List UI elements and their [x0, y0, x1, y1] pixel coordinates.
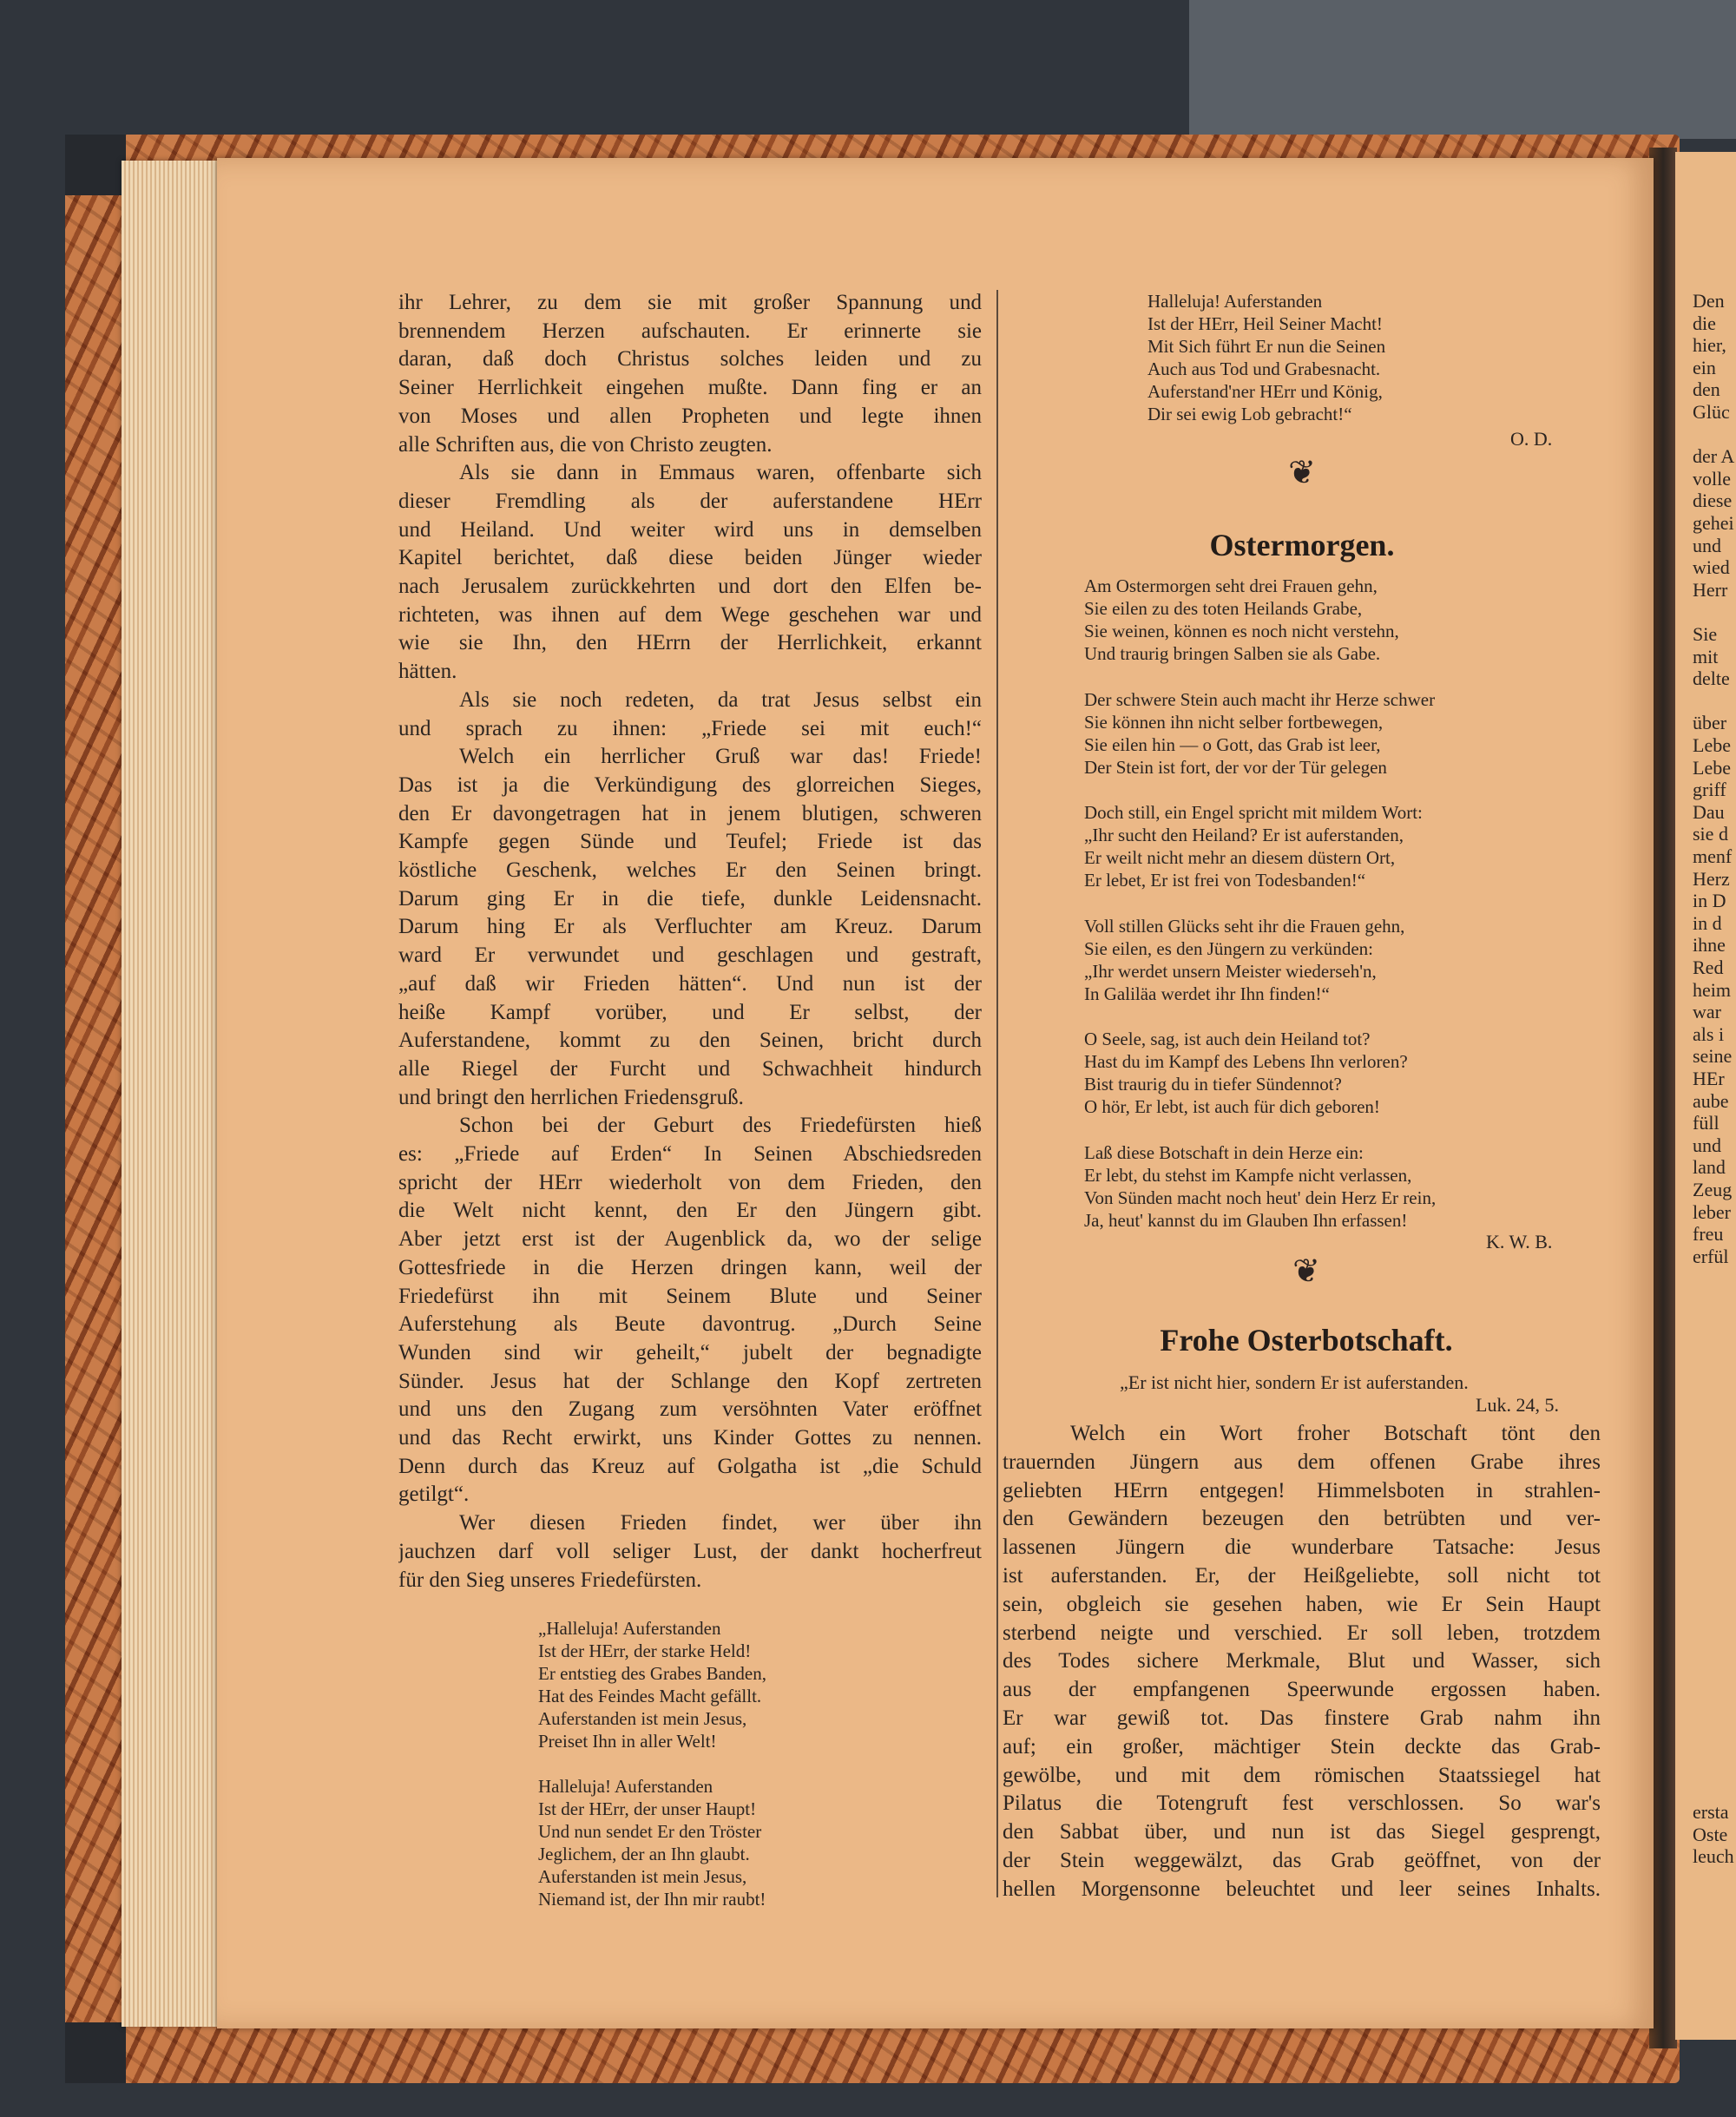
poem-line: Und nun sendet Er den Tröster: [538, 1821, 762, 1842]
fragment-line: und: [1693, 534, 1721, 556]
fragment-line: war: [1693, 1001, 1721, 1023]
text-line: ward Er verwundet und geschlagen und gestraft,: [398, 943, 982, 968]
text-line: ihr Lehrer, zu dem sie mit großer Spannung und: [398, 291, 982, 314]
fragment-line: leuch: [1693, 1845, 1734, 1868]
text-line: und das Recht erwirkt, uns Kinder Gottes zu nennen.: [398, 1426, 982, 1450]
text-line: spricht der HErr wiederholt von dem Frieden, den: [398, 1170, 982, 1194]
poem-line: Sie können ihn nicht selber fortbewegen,: [1084, 711, 1384, 733]
fragment-line: ein: [1693, 356, 1716, 378]
poem-line: Laß diese Botschaft in dein Herze ein:: [1084, 1141, 1364, 1163]
fragment-line: mit: [1693, 645, 1719, 667]
text-line: Wunden sind wir geheilt,“ jubelt der begnadigte: [398, 1340, 982, 1364]
text-line: jauchzen darf voll seliger Lust, der dankt hocherfreut: [398, 1539, 982, 1563]
fragment-line: die: [1693, 312, 1716, 334]
text-line: Gottesfriede in die Herzen dringen kann, weil der: [398, 1255, 982, 1279]
text-line: richteten, was ihnen auf dem Wege geschehen war und: [398, 602, 982, 627]
poem-line: Voll stillen Glücks seht ihr die Frauen gehn,: [1084, 915, 1405, 937]
fragment-line: Dau: [1693, 800, 1725, 823]
poem-line: Hast du im Kampf des Lebens Ihn verloren?: [1084, 1051, 1408, 1073]
text-line: geliebten HErrn entgegen! Himmelsboten in strahlen-: [1003, 1478, 1601, 1502]
background-panel: [1189, 0, 1736, 139]
poem-line: Ist der HErr, der unser Haupt!: [538, 1798, 757, 1819]
text-line: und uns den Zugang zum versöhnten Vater eröffnet: [398, 1397, 982, 1422]
text-line: alle Riegel der Furcht und Schwachheit hindurch: [398, 1056, 982, 1081]
text-line: hellen Morgensonne beleuchtet und leer seines Inhalts.: [1003, 1877, 1601, 1901]
fragment-line: über: [1693, 712, 1727, 734]
text-line: von Moses und allen Propheten und legte ihnen: [398, 404, 982, 428]
poem-line: Und traurig bringen Salben sie als Gabe.: [1084, 643, 1381, 665]
ornament-icon: ❦: [1292, 1253, 1320, 1290]
fragment-line: füll: [1693, 1112, 1720, 1134]
text-line: Er war gewiß tot. Das finstere Grab nahm ihn: [1003, 1706, 1601, 1730]
text-line: Auferstandene, kommt zu den Seinen, bricht durch: [398, 1029, 982, 1053]
poem-line: Ist der HErr, Heil Seiner Macht!: [1147, 313, 1383, 334]
text-line: Pilatus die Totengruft fest verschlossen. So war's: [1003, 1792, 1601, 1816]
text-line: trauernden Jüngern aus dem offenen Grabe ihres: [1003, 1450, 1601, 1474]
poem-line: „Halleluja! Auferstanden: [538, 1618, 721, 1639]
text-line: gewölbe, und mit dem römischen Staatssiegel hat: [1003, 1763, 1601, 1787]
fragment-line: menf: [1693, 845, 1733, 867]
fragment-line: Oste: [1693, 1823, 1728, 1845]
poem-line: Er lebet, Er ist frei von Todesbanden!“: [1084, 870, 1366, 891]
fragment-line: diese: [1693, 490, 1733, 512]
text-line: aus der empfangenen Speerwunde ergossen haben.: [1003, 1678, 1601, 1702]
fragment-line: ersta: [1693, 1801, 1729, 1823]
poem-line: Doch still, ein Engel spricht mit mildem Wort:: [1084, 802, 1423, 823]
text-line: alle Schriften aus, die von Christo zeugten.: [398, 432, 773, 457]
text-line: Kapitel berichtet, daß diese beiden Jünger wieder: [398, 546, 982, 570]
text-line: und bringt den herrlichen Friedensgruß.: [398, 1085, 744, 1109]
text-line: getilgt“.: [398, 1483, 470, 1507]
poem-signature: O. D.: [1510, 428, 1553, 450]
poem-line: Jeglichem, der an Ihn glaubt.: [538, 1844, 750, 1864]
poem-line: Ist der HErr, der starke Held!: [538, 1640, 752, 1661]
text-line: hätten.: [398, 660, 457, 684]
fragment-line: griff: [1693, 779, 1726, 801]
ostermorgen-signature: K. W. B.: [1486, 1231, 1553, 1252]
poem-line: O Seele, sag, ist auch dein Heiland tot?: [1084, 1029, 1371, 1049]
poem-line: O hör, Er lebt, ist auch für dich geboren!: [1084, 1096, 1380, 1118]
cover-corner: [65, 2022, 126, 2083]
poem-line: Auch aus Tod und Grabesnacht.: [1147, 358, 1381, 379]
text-line: für den Sieg unseres Friedefürsten.: [398, 1568, 702, 1592]
column-divider: [996, 290, 998, 1897]
poem-line: Auferstanden ist mein Jesus,: [538, 1708, 747, 1729]
text-line: auf; ein großer, mächtiger Stein deckte das Grab-: [1003, 1734, 1601, 1759]
text-line: Darum ging Er in die tiefe, dunkle Leidensnacht.: [398, 886, 982, 911]
poem-line: Hat des Feindes Macht gefällt.: [538, 1686, 762, 1706]
text-line: „auf daß wir Frieden hätten“. Und nun ist der: [398, 971, 982, 996]
poem-line: Er entstieg des Grabes Banden,: [538, 1663, 767, 1684]
epigraph: „Er ist nicht hier, sondern Er ist auferstanden.: [1120, 1371, 1469, 1393]
text-line: wie sie Ihn, den HErrn der Herrlichkeit, erkannt: [398, 631, 982, 655]
fragment-line: der A: [1693, 445, 1735, 468]
text-line: Aber jetzt erst ist der Augenblick da, wo der selige: [398, 1227, 982, 1252]
text-line: Seiner Herrlichkeit eingehen mußte. Dann fing er an: [398, 376, 982, 400]
text-line: sein, obgleich sie gesehen haben, wie Er Sein Haupt: [1003, 1592, 1601, 1616]
fragment-line: leber: [1693, 1200, 1731, 1223]
text-line: Denn durch das Kreuz auf Golgatha ist „die Schuld: [398, 1454, 982, 1478]
fragment-line: Glüc: [1693, 401, 1730, 423]
fragment-line: und: [1693, 1134, 1721, 1156]
text-line: Sünder. Jesus hat der Schlange den Kopf zertreten: [398, 1369, 982, 1393]
fragment-line: ihne: [1693, 934, 1726, 957]
fragment-line: hier,: [1693, 334, 1726, 357]
text-line: daran, daß doch Christus solches leiden und zu: [398, 347, 982, 371]
poem-line: Dir sei ewig Lob gebracht!“: [1147, 404, 1352, 424]
fragment-line: wied: [1693, 556, 1730, 579]
fragment-line: seine: [1693, 1045, 1733, 1068]
text-line: ist auferstanden. Er, der Heißgeliebte, soll nicht tot: [1003, 1564, 1601, 1588]
text-line: der Stein weggewälzt, das Grab geöffnet, von der: [1003, 1849, 1601, 1872]
fragment-line: Herr: [1693, 578, 1728, 601]
fragment-line: in d: [1693, 911, 1722, 934]
fragment-line: Herz: [1693, 867, 1730, 890]
text-line: Als sie noch redeten, da trat Jesus selbst ein: [459, 687, 982, 712]
fragment-line: volle: [1693, 467, 1731, 490]
epigraph-reference: Luk. 24, 5.: [1476, 1394, 1559, 1416]
fragment-line: Den: [1693, 290, 1725, 312]
poem-line: Sie eilen zu des toten Heilands Grabe,: [1084, 598, 1363, 620]
ornament-icon: ❦: [1288, 455, 1316, 491]
fragment-line: Red: [1693, 957, 1724, 978]
text-line: Schon bei der Geburt des Friedefürsten hieß: [459, 1114, 982, 1138]
poem-line: Mit Sich führt Er nun die Seinen: [1147, 336, 1386, 357]
fragment-line: HEr: [1693, 1068, 1725, 1089]
text-line: des Todes sichere Merkmale, Blut und Wasser, sich: [1003, 1649, 1601, 1673]
text-line: Welch ein herrlicher Gruß war das! Friede!: [459, 745, 982, 769]
fragment-line: freu: [1693, 1223, 1724, 1246]
heading-frohe-osterbotschaft: Frohe Osterbotschaft.: [1160, 1323, 1453, 1358]
text-line: den Er davongetragen hat in jenem blutigen, schweren: [398, 801, 982, 825]
text-line: Das ist ja die Verkündigung des glorreichen Sieges,: [398, 773, 982, 797]
text-line: Darum hing Er als Verfluchter am Kreuz. Darum: [398, 915, 982, 939]
text-line: nach Jerusalem zurückkehrten und dort den Elfen be-: [398, 575, 982, 598]
poem-line: Ja, heut' kannst du im Glauben Ihn erfassen!: [1084, 1209, 1408, 1231]
poem-line: Halleluja! Auferstanden: [1147, 291, 1323, 312]
fragment-line: gehei: [1693, 512, 1734, 534]
poem-line: Auferstand'ner HErr und König,: [1147, 381, 1383, 402]
poem-line: Bist traurig du in tiefer Sündennot?: [1084, 1074, 1342, 1095]
poem-line: „Ihr sucht den Heiland? Er ist auferstanden,: [1084, 825, 1404, 846]
fragment-line: sie d: [1693, 823, 1728, 845]
poem-line: Halleluja! Auferstanden: [538, 1776, 713, 1797]
poem-line: Auferstanden ist mein Jesus,: [538, 1866, 747, 1887]
text-line: den Gewändern bezeugen den betrübten und ver-: [1003, 1507, 1601, 1531]
poem-line: Sie eilen hin — o Gott, das Grab ist leer,: [1084, 733, 1381, 755]
fragment-line: land: [1693, 1156, 1726, 1179]
text-line: den Sabbat über, und nun ist das Siegel gesprengt,: [1003, 1820, 1601, 1844]
fragment-line: Lebe: [1693, 756, 1731, 779]
fragment-line: heim: [1693, 978, 1731, 1001]
cover-corner: [65, 135, 126, 195]
poem-line: Sie weinen, können es noch nicht verstehn,: [1084, 621, 1399, 642]
poem-line: Am Ostermorgen seht drei Frauen gehn,: [1084, 575, 1378, 596]
fragment-line: delte: [1693, 667, 1730, 690]
fragment-line: Lebe: [1693, 734, 1731, 756]
fragment-line: aube: [1693, 1089, 1729, 1112]
text-line: lassenen Jüngern die wunderbare Tatsache: Jesus: [1003, 1535, 1601, 1560]
heading-ostermorgen: Ostermorgen.: [1209, 528, 1395, 562]
text-line: es: „Friede auf Erden“ In Seinen Abschiedsreden: [398, 1142, 982, 1166]
page-stack: [122, 161, 226, 2027]
text-line: heiße Kampf vorüber, und Er selbst, der: [398, 1000, 982, 1024]
poem-line: Niemand ist, der Ihn mir raubt!: [538, 1889, 766, 1910]
fragment-line: den: [1693, 378, 1720, 401]
text-line: und sprach zu ihnen: „Friede sei mit euch!“: [398, 716, 982, 740]
poem-line: Er lebt, du stehst im Kampfe nicht verlassen,: [1084, 1164, 1412, 1186]
fragment-line: in D: [1693, 890, 1726, 912]
text-line: brennendem Herzen aufschauten. Er erinnerte sie: [398, 319, 982, 343]
poem-line: Sie eilen, es den Jüngern zu verkünden:: [1084, 937, 1373, 959]
text-line: köstliche Geschenk, welches Er den Seinen bringt.: [398, 858, 982, 882]
text-line: Auferstehung als Beute davontrug. „Durch Seine: [398, 1312, 982, 1337]
poem-line: Der schwere Stein auch macht ihr Herze schwer: [1084, 688, 1436, 710]
fragment-line: erfül: [1693, 1245, 1729, 1267]
text-line: die Welt nicht kennt, den Er den Jüngern gibt.: [398, 1199, 982, 1223]
text-line: Wer diesen Frieden findet, wer über ihn: [459, 1511, 982, 1535]
poem-line: In Galiläa werdet ihr Ihn finden!“: [1084, 983, 1330, 1004]
poem-line: Preiset Ihn in aller Welt!: [538, 1731, 717, 1752]
text-line: Als sie dann in Emmaus waren, offenbarte sich: [459, 461, 982, 485]
text-line: Kampfe gegen Sünde und Teufel; Friede ist das: [398, 830, 982, 854]
text-line: Friedefürst ihn mit Seinem Blute und Seiner: [398, 1284, 982, 1308]
fragment-line: Zeug: [1693, 1179, 1733, 1200]
poem-line: Der Stein ist fort, der vor der Tür gelegen: [1084, 756, 1387, 778]
fragment-line: Sie: [1693, 623, 1718, 645]
poem-line: „Ihr werdet unsern Meister wiederseh'n,: [1084, 960, 1377, 982]
text-line: sterbend neigte und verschied. Er soll leben, trotzdem: [1003, 1621, 1601, 1645]
poem-line: Von Sünden macht noch heut' dein Herz Er rein,: [1084, 1187, 1437, 1208]
poem-line: Er weilt nicht mehr an diesem düstern Ort,: [1084, 847, 1396, 869]
fragment-line: als i: [1693, 1022, 1725, 1045]
text-line: Welch ein Wort froher Botschaft tönt den: [1070, 1422, 1601, 1445]
text-line: dieser Fremdling als der auferstandene HErr: [398, 489, 982, 513]
text-line: und Heiland. Und weiter wird uns in demselben: [398, 517, 982, 542]
